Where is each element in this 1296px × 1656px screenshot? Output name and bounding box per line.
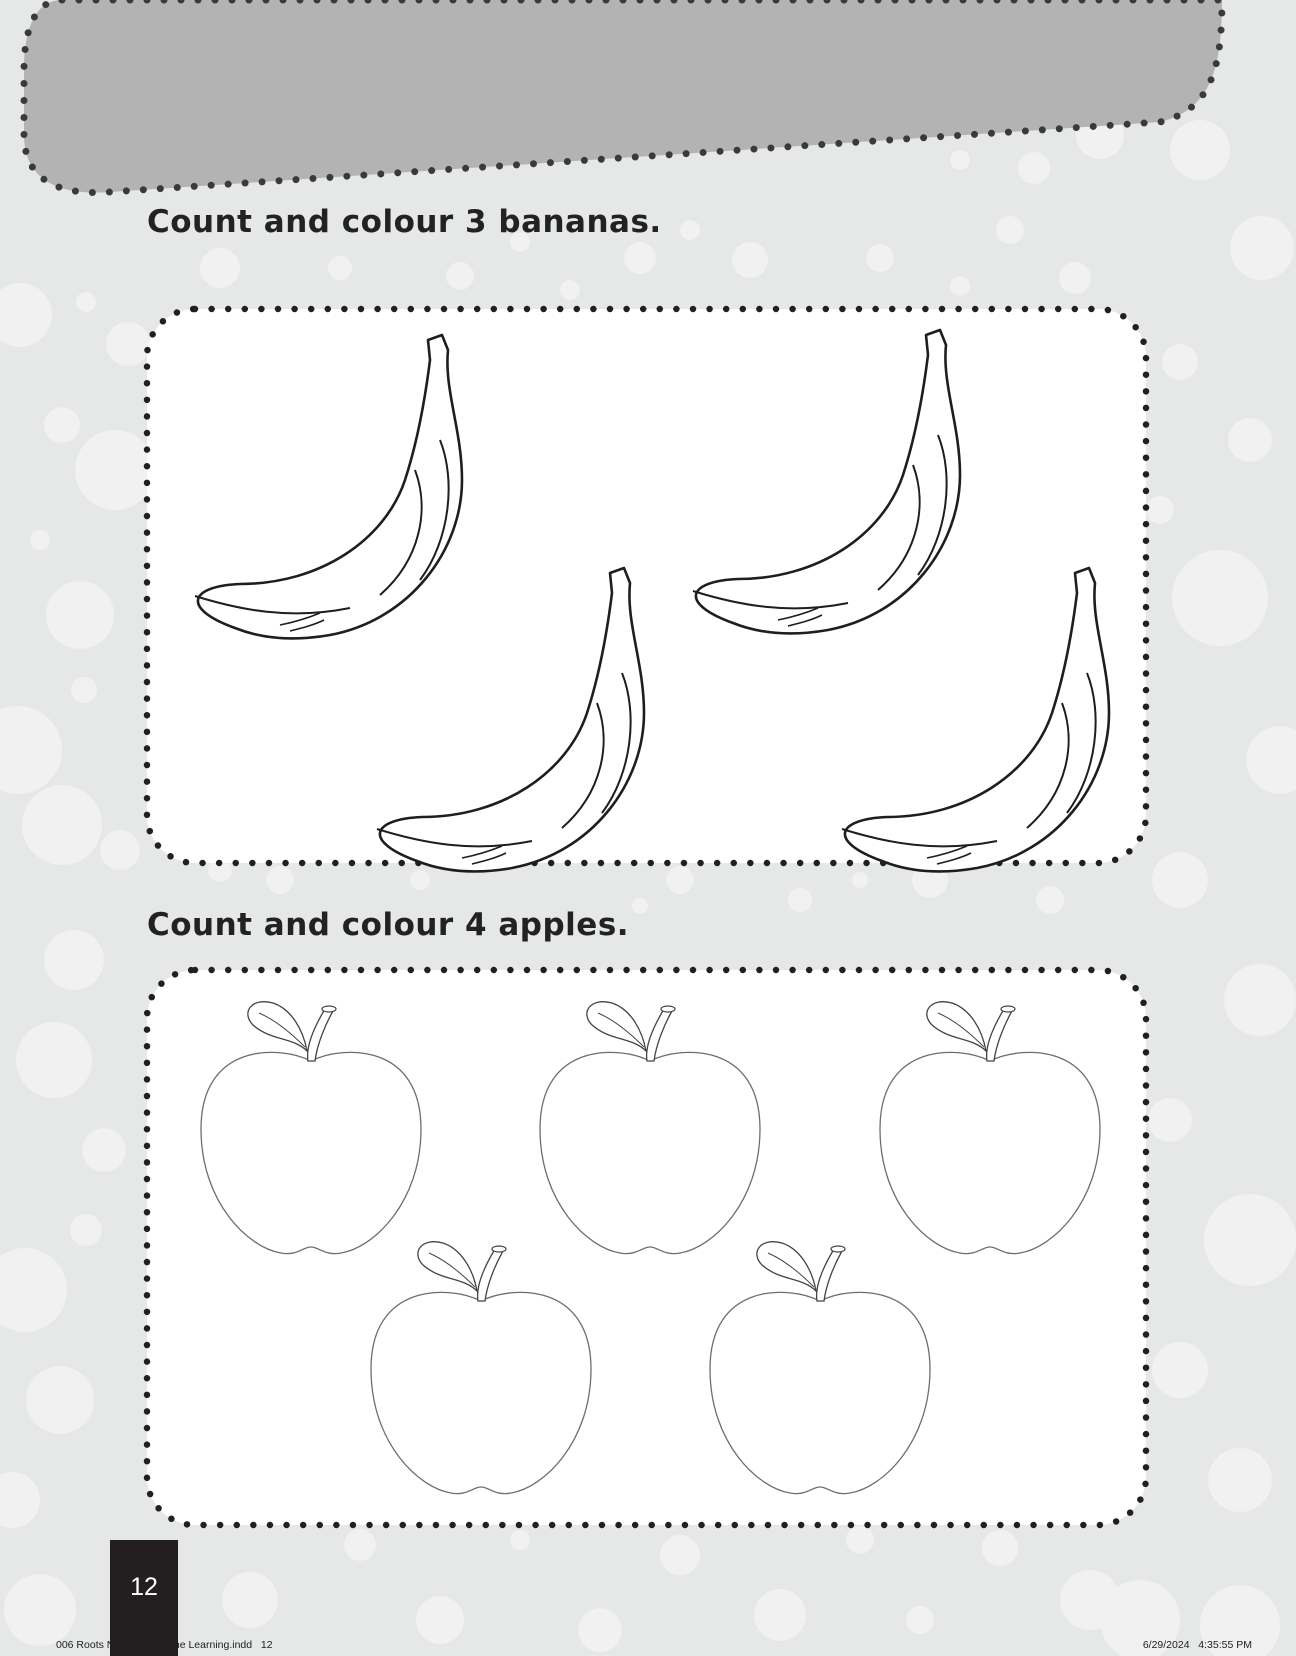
page-number: 12 <box>130 1573 158 1601</box>
apple-instruction: Count and colour 4 apples. <box>147 907 630 943</box>
banana-instruction: Count and colour 3 bananas. <box>147 204 662 240</box>
print-slug-file: 006 Roots Numeracy Home Learning.indd 12 <box>56 1639 273 1651</box>
print-slug-date: 6/29/2024 4:35:55 PM <box>1142 1639 1252 1651</box>
